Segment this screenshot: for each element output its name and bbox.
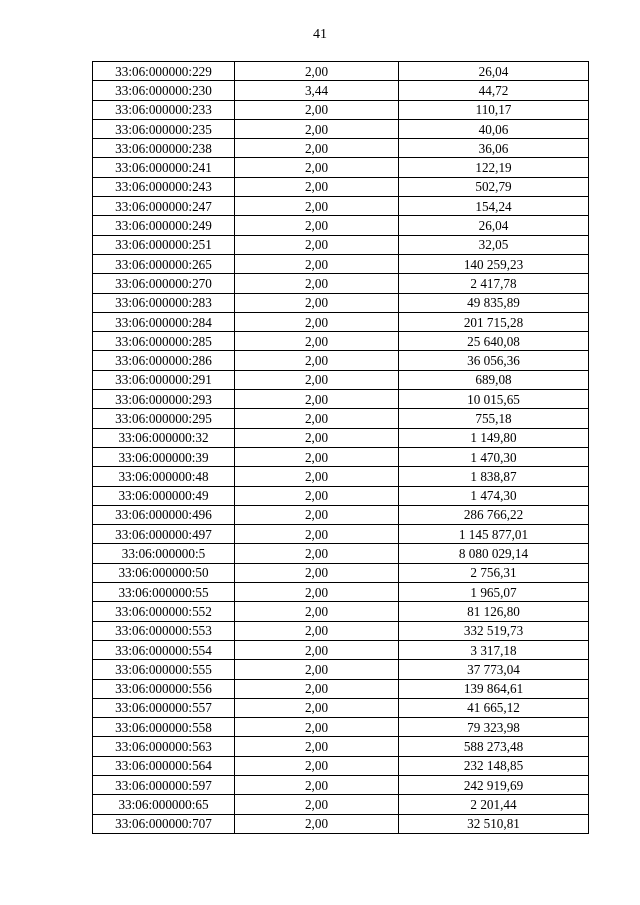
table-row: [93, 525, 589, 544]
data-table: [92, 61, 589, 834]
table-row: [93, 756, 589, 775]
amount-cell: 26,04: [399, 216, 589, 235]
cadastral-number-cell: 33:06:000000:5: [93, 544, 235, 563]
table-row: [93, 447, 589, 466]
cadastral-number-cell: 33:06:000000:241: [93, 158, 235, 177]
coefficient-cell: 2,00: [235, 100, 399, 119]
coefficient-cell: 2,00: [235, 312, 399, 331]
amount-cell: 1 838,87: [399, 467, 589, 486]
amount-cell: 36,06: [399, 139, 589, 158]
cadastral-number-cell: 33:06:000000:286: [93, 351, 235, 370]
table-body: [93, 62, 589, 834]
table-row: [93, 235, 589, 254]
table-row: [93, 274, 589, 293]
table-row: [93, 351, 589, 370]
amount-cell: 26,04: [399, 62, 589, 81]
cadastral-number-cell: 33:06:000000:243: [93, 177, 235, 196]
coefficient-cell: 2,00: [235, 447, 399, 466]
table-row: [93, 100, 589, 119]
amount-cell: 139 864,61: [399, 679, 589, 698]
coefficient-cell: 2,00: [235, 139, 399, 158]
amount-cell: 755,18: [399, 409, 589, 428]
coefficient-cell: 2,00: [235, 718, 399, 737]
table-row: [93, 737, 589, 756]
amount-cell: 25 640,08: [399, 332, 589, 351]
amount-cell: 1 470,30: [399, 447, 589, 466]
table-row: [93, 312, 589, 331]
cadastral-number-cell: 33:06:000000:283: [93, 293, 235, 312]
coefficient-cell: 2,00: [235, 370, 399, 389]
amount-cell: 242 919,69: [399, 775, 589, 794]
amount-cell: 232 148,85: [399, 756, 589, 775]
table-row: [93, 81, 589, 100]
amount-cell: 37 773,04: [399, 660, 589, 679]
amount-cell: 49 835,89: [399, 293, 589, 312]
table-row: [93, 698, 589, 717]
cadastral-number-cell: 33:06:000000:564: [93, 756, 235, 775]
table-row: [93, 795, 589, 814]
coefficient-cell: 2,00: [235, 390, 399, 409]
amount-cell: 1 149,80: [399, 428, 589, 447]
coefficient-cell: 2,00: [235, 216, 399, 235]
cadastral-number-cell: 33:06:000000:554: [93, 640, 235, 659]
amount-cell: 10 015,65: [399, 390, 589, 409]
cadastral-number-cell: 33:06:000000:32: [93, 428, 235, 447]
table-row: [93, 428, 589, 447]
coefficient-cell: 2,00: [235, 235, 399, 254]
coefficient-cell: 2,00: [235, 158, 399, 177]
amount-cell: 2 417,78: [399, 274, 589, 293]
cadastral-number-cell: 33:06:000000:235: [93, 119, 235, 138]
coefficient-cell: 2,00: [235, 640, 399, 659]
coefficient-cell: 2,00: [235, 525, 399, 544]
amount-cell: 41 665,12: [399, 698, 589, 717]
table-row: [93, 602, 589, 621]
table-row: [93, 814, 589, 833]
table-row: [93, 119, 589, 138]
coefficient-cell: 2,00: [235, 795, 399, 814]
amount-cell: 8 080 029,14: [399, 544, 589, 563]
coefficient-cell: 2,00: [235, 254, 399, 273]
coefficient-cell: 2,00: [235, 119, 399, 138]
coefficient-cell: 2,00: [235, 679, 399, 698]
amount-cell: 79 323,98: [399, 718, 589, 737]
amount-cell: 286 766,22: [399, 505, 589, 524]
cadastral-number-cell: 33:06:000000:229: [93, 62, 235, 81]
table-row: [93, 583, 589, 602]
cadastral-number-cell: 33:06:000000:270: [93, 274, 235, 293]
coefficient-cell: 2,00: [235, 467, 399, 486]
coefficient-cell: 2,00: [235, 544, 399, 563]
cadastral-number-cell: 33:06:000000:553: [93, 621, 235, 640]
amount-cell: 81 126,80: [399, 602, 589, 621]
table-row: [93, 563, 589, 582]
cadastral-number-cell: 33:06:000000:295: [93, 409, 235, 428]
table-row: [93, 544, 589, 563]
cadastral-number-cell: 33:06:000000:293: [93, 390, 235, 409]
table-row: [93, 660, 589, 679]
amount-cell: 3 317,18: [399, 640, 589, 659]
amount-cell: 1 474,30: [399, 486, 589, 505]
amount-cell: 122,19: [399, 158, 589, 177]
amount-cell: 140 259,23: [399, 254, 589, 273]
table-row: [93, 139, 589, 158]
cadastral-number-cell: 33:06:000000:563: [93, 737, 235, 756]
table-row: [93, 158, 589, 177]
coefficient-cell: 2,00: [235, 698, 399, 717]
table-row: [93, 486, 589, 505]
table-row: [93, 775, 589, 794]
cadastral-number-cell: 33:06:000000:230: [93, 81, 235, 100]
table-row: [93, 293, 589, 312]
cadastral-number-cell: 33:06:000000:55: [93, 583, 235, 602]
coefficient-cell: 2,00: [235, 62, 399, 81]
table-row: [93, 177, 589, 196]
coefficient-cell: 2,00: [235, 486, 399, 505]
coefficient-cell: 2,00: [235, 505, 399, 524]
cadastral-number-cell: 33:06:000000:249: [93, 216, 235, 235]
cadastral-number-cell: 33:06:000000:558: [93, 718, 235, 737]
coefficient-cell: 2,00: [235, 332, 399, 351]
amount-cell: 689,08: [399, 370, 589, 389]
cadastral-number-cell: 33:06:000000:238: [93, 139, 235, 158]
cadastral-number-cell: 33:06:000000:496: [93, 505, 235, 524]
cadastral-number-cell: 33:06:000000:48: [93, 467, 235, 486]
table-row: [93, 390, 589, 409]
coefficient-cell: 2,00: [235, 563, 399, 582]
cadastral-number-cell: 33:06:000000:284: [93, 312, 235, 331]
cadastral-number-cell: 33:06:000000:552: [93, 602, 235, 621]
table-row: [93, 621, 589, 640]
amount-cell: 110,17: [399, 100, 589, 119]
coefficient-cell: 2,00: [235, 177, 399, 196]
cadastral-number-cell: 33:06:000000:285: [93, 332, 235, 351]
coefficient-cell: 2,00: [235, 775, 399, 794]
amount-cell: 1 145 877,01: [399, 525, 589, 544]
coefficient-cell: 2,00: [235, 660, 399, 679]
table-row: [93, 505, 589, 524]
table-row: [93, 254, 589, 273]
coefficient-cell: 2,00: [235, 293, 399, 312]
amount-cell: 2 756,31: [399, 563, 589, 582]
cadastral-number-cell: 33:06:000000:49: [93, 486, 235, 505]
cadastral-number-cell: 33:06:000000:556: [93, 679, 235, 698]
cadastral-number-cell: 33:06:000000:50: [93, 563, 235, 582]
coefficient-cell: 2,00: [235, 814, 399, 833]
amount-cell: 588 273,48: [399, 737, 589, 756]
cadastral-number-cell: 33:06:000000:291: [93, 370, 235, 389]
table-row: [93, 62, 589, 81]
table-row: [93, 640, 589, 659]
table-row: [93, 332, 589, 351]
coefficient-cell: 2,00: [235, 351, 399, 370]
page-number: 41: [313, 27, 327, 42]
amount-cell: 201 715,28: [399, 312, 589, 331]
amount-cell: 32,05: [399, 235, 589, 254]
cadastral-number-cell: 33:06:000000:39: [93, 447, 235, 466]
cadastral-number-cell: 33:06:000000:497: [93, 525, 235, 544]
table-row: [93, 679, 589, 698]
coefficient-cell: 3,44: [235, 81, 399, 100]
amount-cell: 2 201,44: [399, 795, 589, 814]
coefficient-cell: 2,00: [235, 409, 399, 428]
table-row: [93, 197, 589, 216]
amount-cell: 32 510,81: [399, 814, 589, 833]
cadastral-number-cell: 33:06:000000:557: [93, 698, 235, 717]
amount-cell: 36 056,36: [399, 351, 589, 370]
cadastral-number-cell: 33:06:000000:707: [93, 814, 235, 833]
table-row: [93, 718, 589, 737]
coefficient-cell: 2,00: [235, 756, 399, 775]
amount-cell: 44,72: [399, 81, 589, 100]
amount-cell: 332 519,73: [399, 621, 589, 640]
amount-cell: 40,06: [399, 119, 589, 138]
coefficient-cell: 2,00: [235, 274, 399, 293]
cadastral-number-cell: 33:06:000000:65: [93, 795, 235, 814]
table-row: [93, 370, 589, 389]
cadastral-number-cell: 33:06:000000:597: [93, 775, 235, 794]
coefficient-cell: 2,00: [235, 621, 399, 640]
coefficient-cell: 2,00: [235, 428, 399, 447]
coefficient-cell: 2,00: [235, 197, 399, 216]
cadastral-number-cell: 33:06:000000:233: [93, 100, 235, 119]
coefficient-cell: 2,00: [235, 737, 399, 756]
table-row: [93, 216, 589, 235]
cadastral-number-cell: 33:06:000000:265: [93, 254, 235, 273]
cadastral-number-cell: 33:06:000000:247: [93, 197, 235, 216]
amount-cell: 1 965,07: [399, 583, 589, 602]
amount-cell: 502,79: [399, 177, 589, 196]
coefficient-cell: 2,00: [235, 583, 399, 602]
table-row: [93, 409, 589, 428]
cadastral-number-cell: 33:06:000000:251: [93, 235, 235, 254]
coefficient-cell: 2,00: [235, 602, 399, 621]
amount-cell: 154,24: [399, 197, 589, 216]
cadastral-number-cell: 33:06:000000:555: [93, 660, 235, 679]
table-row: [93, 467, 589, 486]
